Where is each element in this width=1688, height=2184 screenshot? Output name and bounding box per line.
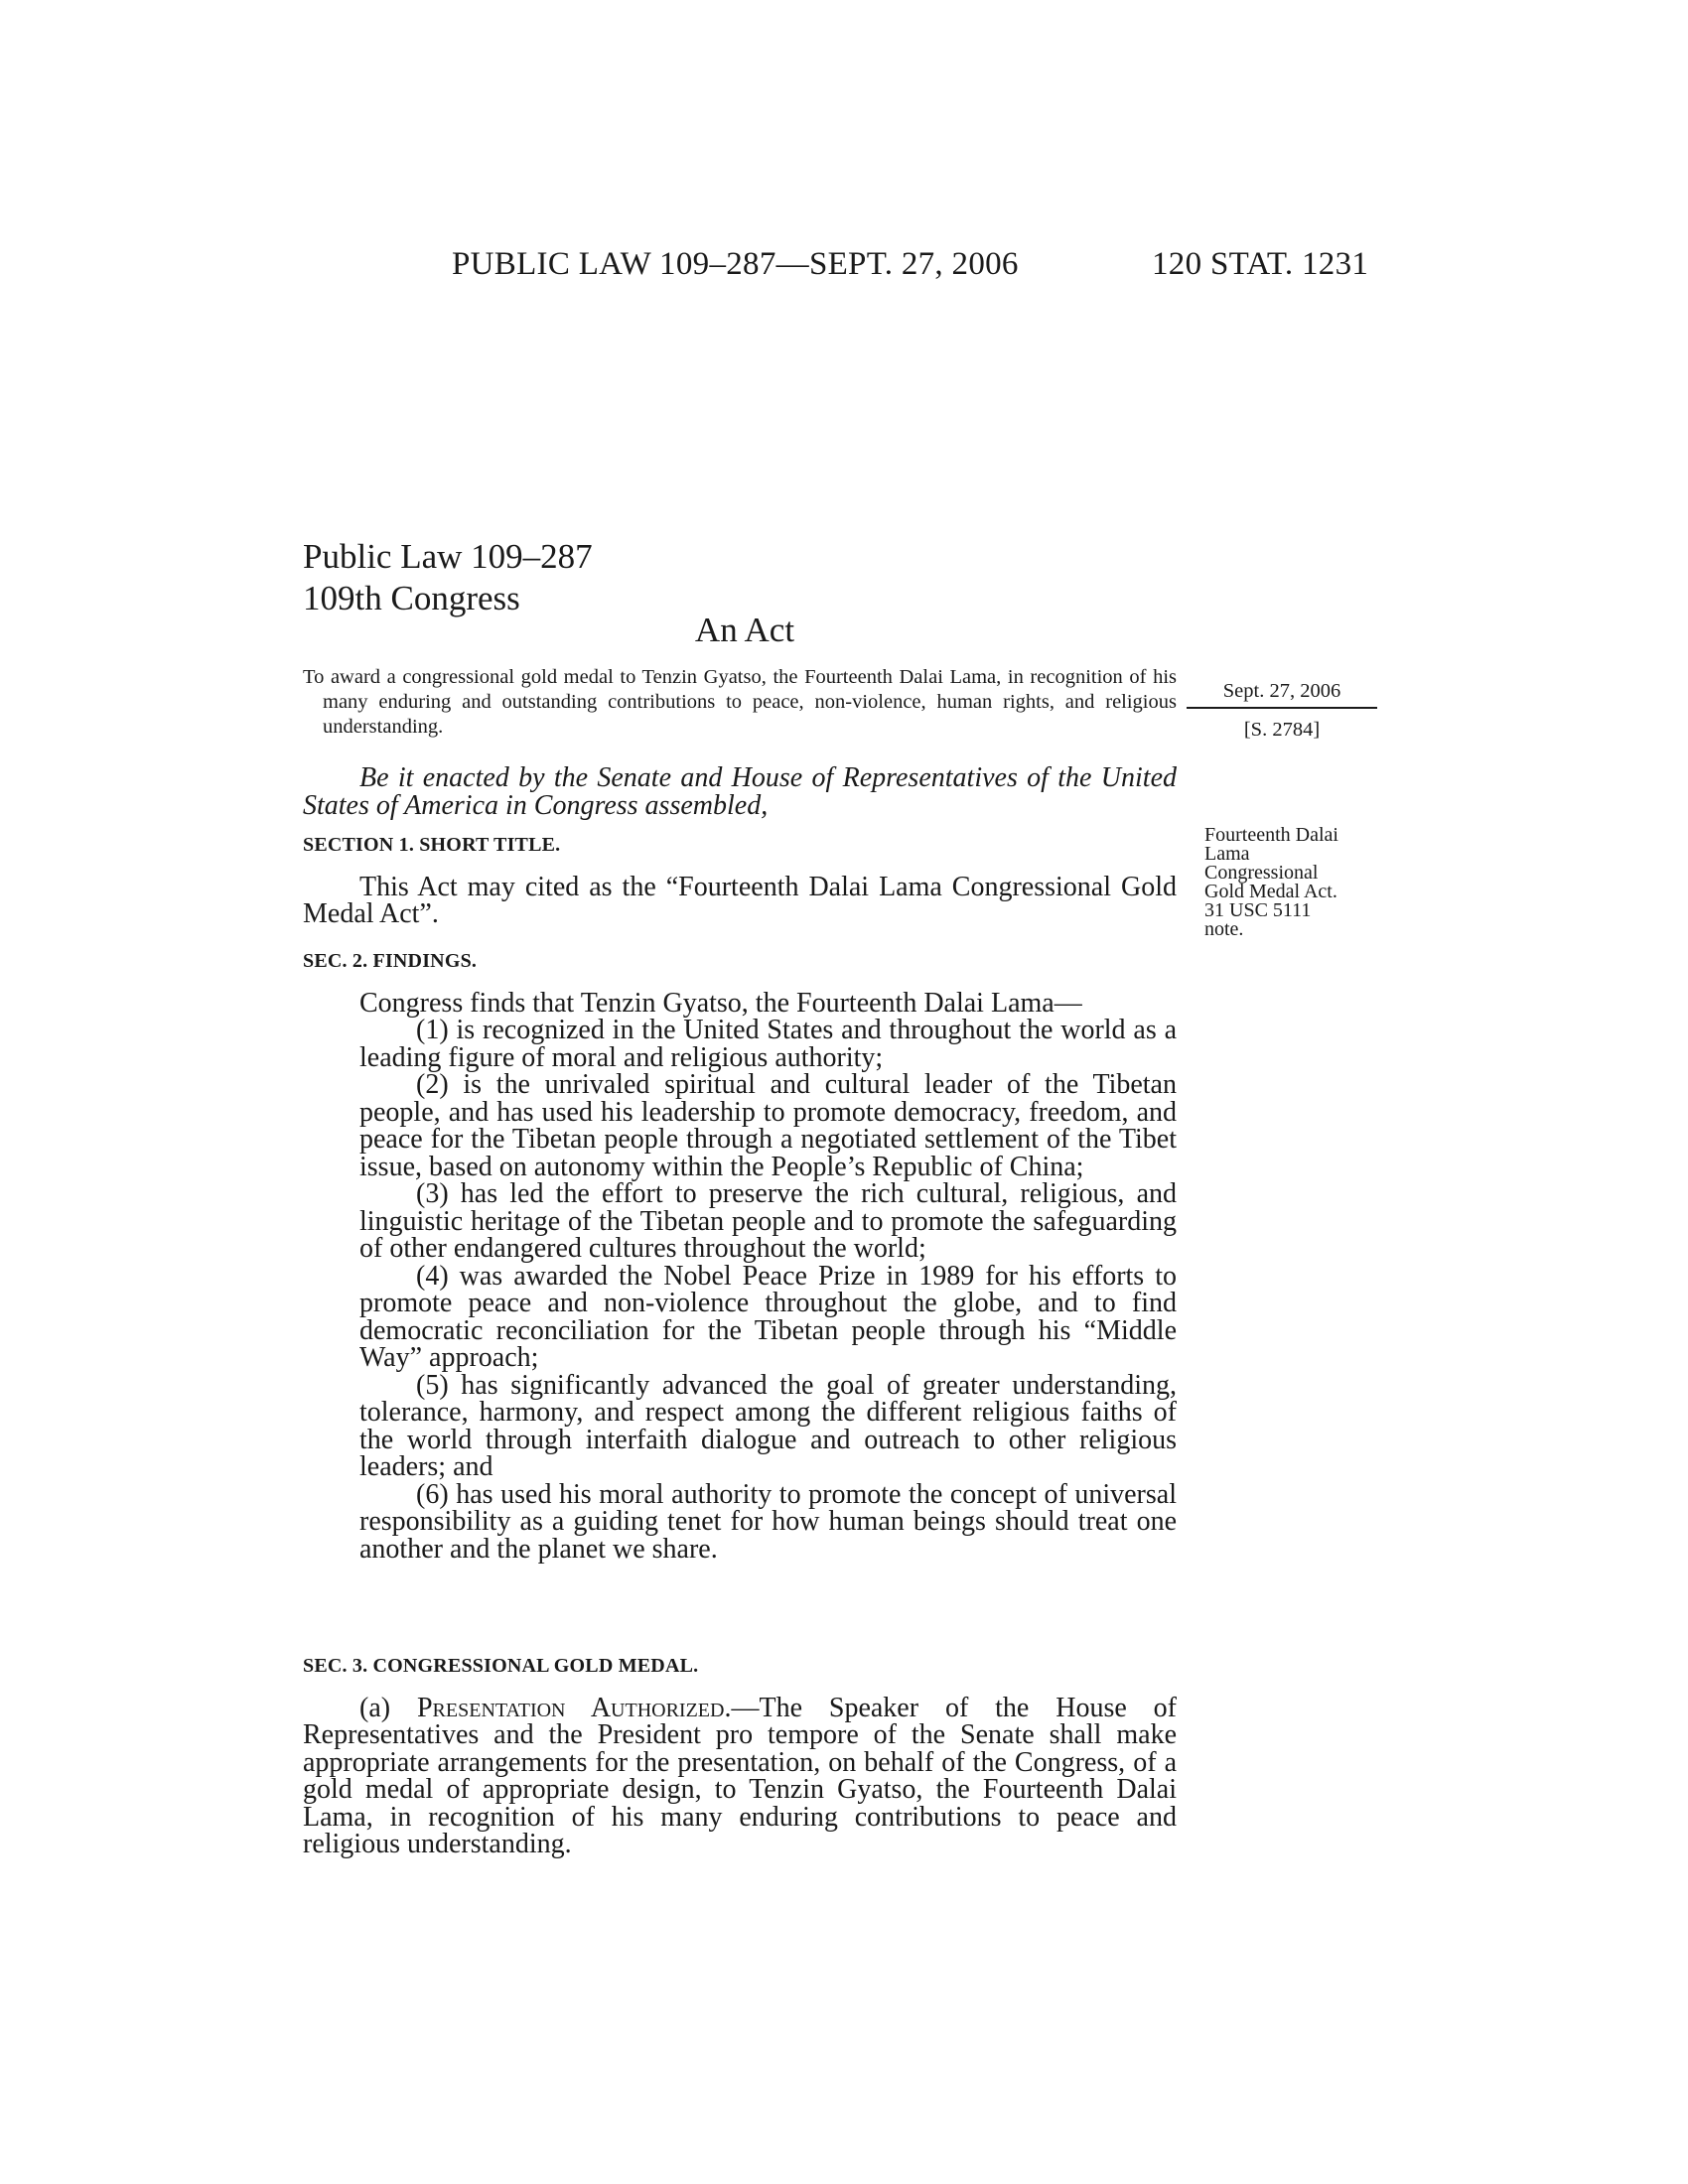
section-1-text: This Act may cited as the “Fourteenth Dalai Lama Congressional Gold Medal Act”.	[303, 871, 1177, 929]
purpose-text: To award a congressional gold medal to Tenzin Gyatso, the Fourteenth Dalai Lama, in recognition of his many enduring and outstanding contributions to peace, non-violence, human rights, and religious understanding.	[303, 666, 1177, 738]
section-heading: SEC. 3. CONGRESSIONAL GOLD MEDAL.	[303, 1655, 699, 1677]
law-title-block	[303, 536, 593, 619]
stat-page-number: 120 STAT. 1231	[1152, 246, 1369, 282]
margin-note-line: Gold Medal Act.	[1204, 881, 1337, 902]
section-1	[303, 832, 1177, 928]
subsection-caption: Presentation Authorized	[416, 1692, 725, 1723]
subsection-a	[303, 1692, 1177, 1859]
section-3	[303, 1653, 1177, 1858]
finding-item: (1) is recognized in the United States and throughout the world as a leading figure of moral and religious authority;	[359, 1015, 1177, 1073]
section-2	[303, 948, 1177, 1563]
margin-note	[1204, 826, 1383, 939]
enactment-date: Sept. 27, 2006	[1187, 680, 1377, 709]
margin-note-line: Lama	[1204, 843, 1250, 865]
finding-item: (6) has used his moral authority to promote the concept of universal responsibility as a guiding tenet for how human beings should treat one another and the planet we share.	[359, 1478, 1177, 1565]
margin-date-block	[1187, 680, 1377, 742]
finding-item: (5) has significantly advanced the goal of greater understanding, tolerance, harmony, and respect among the different religious faiths of the world through interfaith dialogue and outreach to other religious leaders; and	[359, 1369, 1177, 1482]
running-title: PUBLIC LAW 109–287—SEPT. 27, 2006	[452, 246, 1019, 282]
public-law-number: Public Law 109–287	[303, 537, 593, 576]
finding-item: (4) was awarded the Nobel Peace Prize in 1989 for his efforts to promote peace and non-violence throughout the globe, and to find democratic reconciliation for the Tibetan people through his “Middle Way” approach;	[359, 1260, 1177, 1373]
section-heading: SEC. 2. FINDINGS.	[303, 950, 478, 972]
congress-number: 109th Congress	[303, 579, 520, 617]
enacting-clause	[303, 764, 1177, 819]
finding-item: (2) is the unrivaled spiritual and cultural leader of the Tibetan people, and has used his leadership to promote democracy, freedom, and peace for the Tibetan people through a negotiated settlement of the Tibet issue, based on autonomy within the People’s Republic of China;	[359, 1069, 1177, 1182]
subsection-text: .—The Speaker of the House of Representatives and the President pro tempore of the Senate shall make appropriate arrangements for the presentation, on behalf of the Congress, of a gold medal of appropriate design, to Tenzin Gyatso, the Fourteenth Dalai Lama, in recognition of his many enduring contributions to peace and religious understanding.	[303, 1692, 1177, 1859]
margin-note-line: Fourteenth Dalai	[1204, 824, 1338, 846]
section-heading: SECTION 1. SHORT TITLE.	[303, 834, 561, 856]
subsection-label: (a)	[359, 1692, 417, 1723]
margin-note-line: note.	[1204, 918, 1244, 940]
bill-number: [S. 2784]	[1243, 719, 1321, 741]
margin-note-line: 31 USC 5111	[1204, 899, 1312, 921]
margin-note-line: Congressional	[1204, 862, 1319, 884]
act-purpose	[303, 665, 1177, 740]
findings-intro: Congress finds that Tenzin Gyatso, the Fourteenth Dalai Lama—	[359, 987, 1082, 1019]
enacting-clause-text: Be it enacted by the Senate and House of Representatives of the United States of America in Congress assembled,	[303, 762, 1177, 821]
act-heading: An Act	[694, 611, 795, 649]
finding-item: (3) has led the effort to preserve the rich cultural, religious, and linguistic heritage of the Tibetan people and to promote the safeguarding of other endangered cultures throughout the world;	[359, 1178, 1177, 1264]
